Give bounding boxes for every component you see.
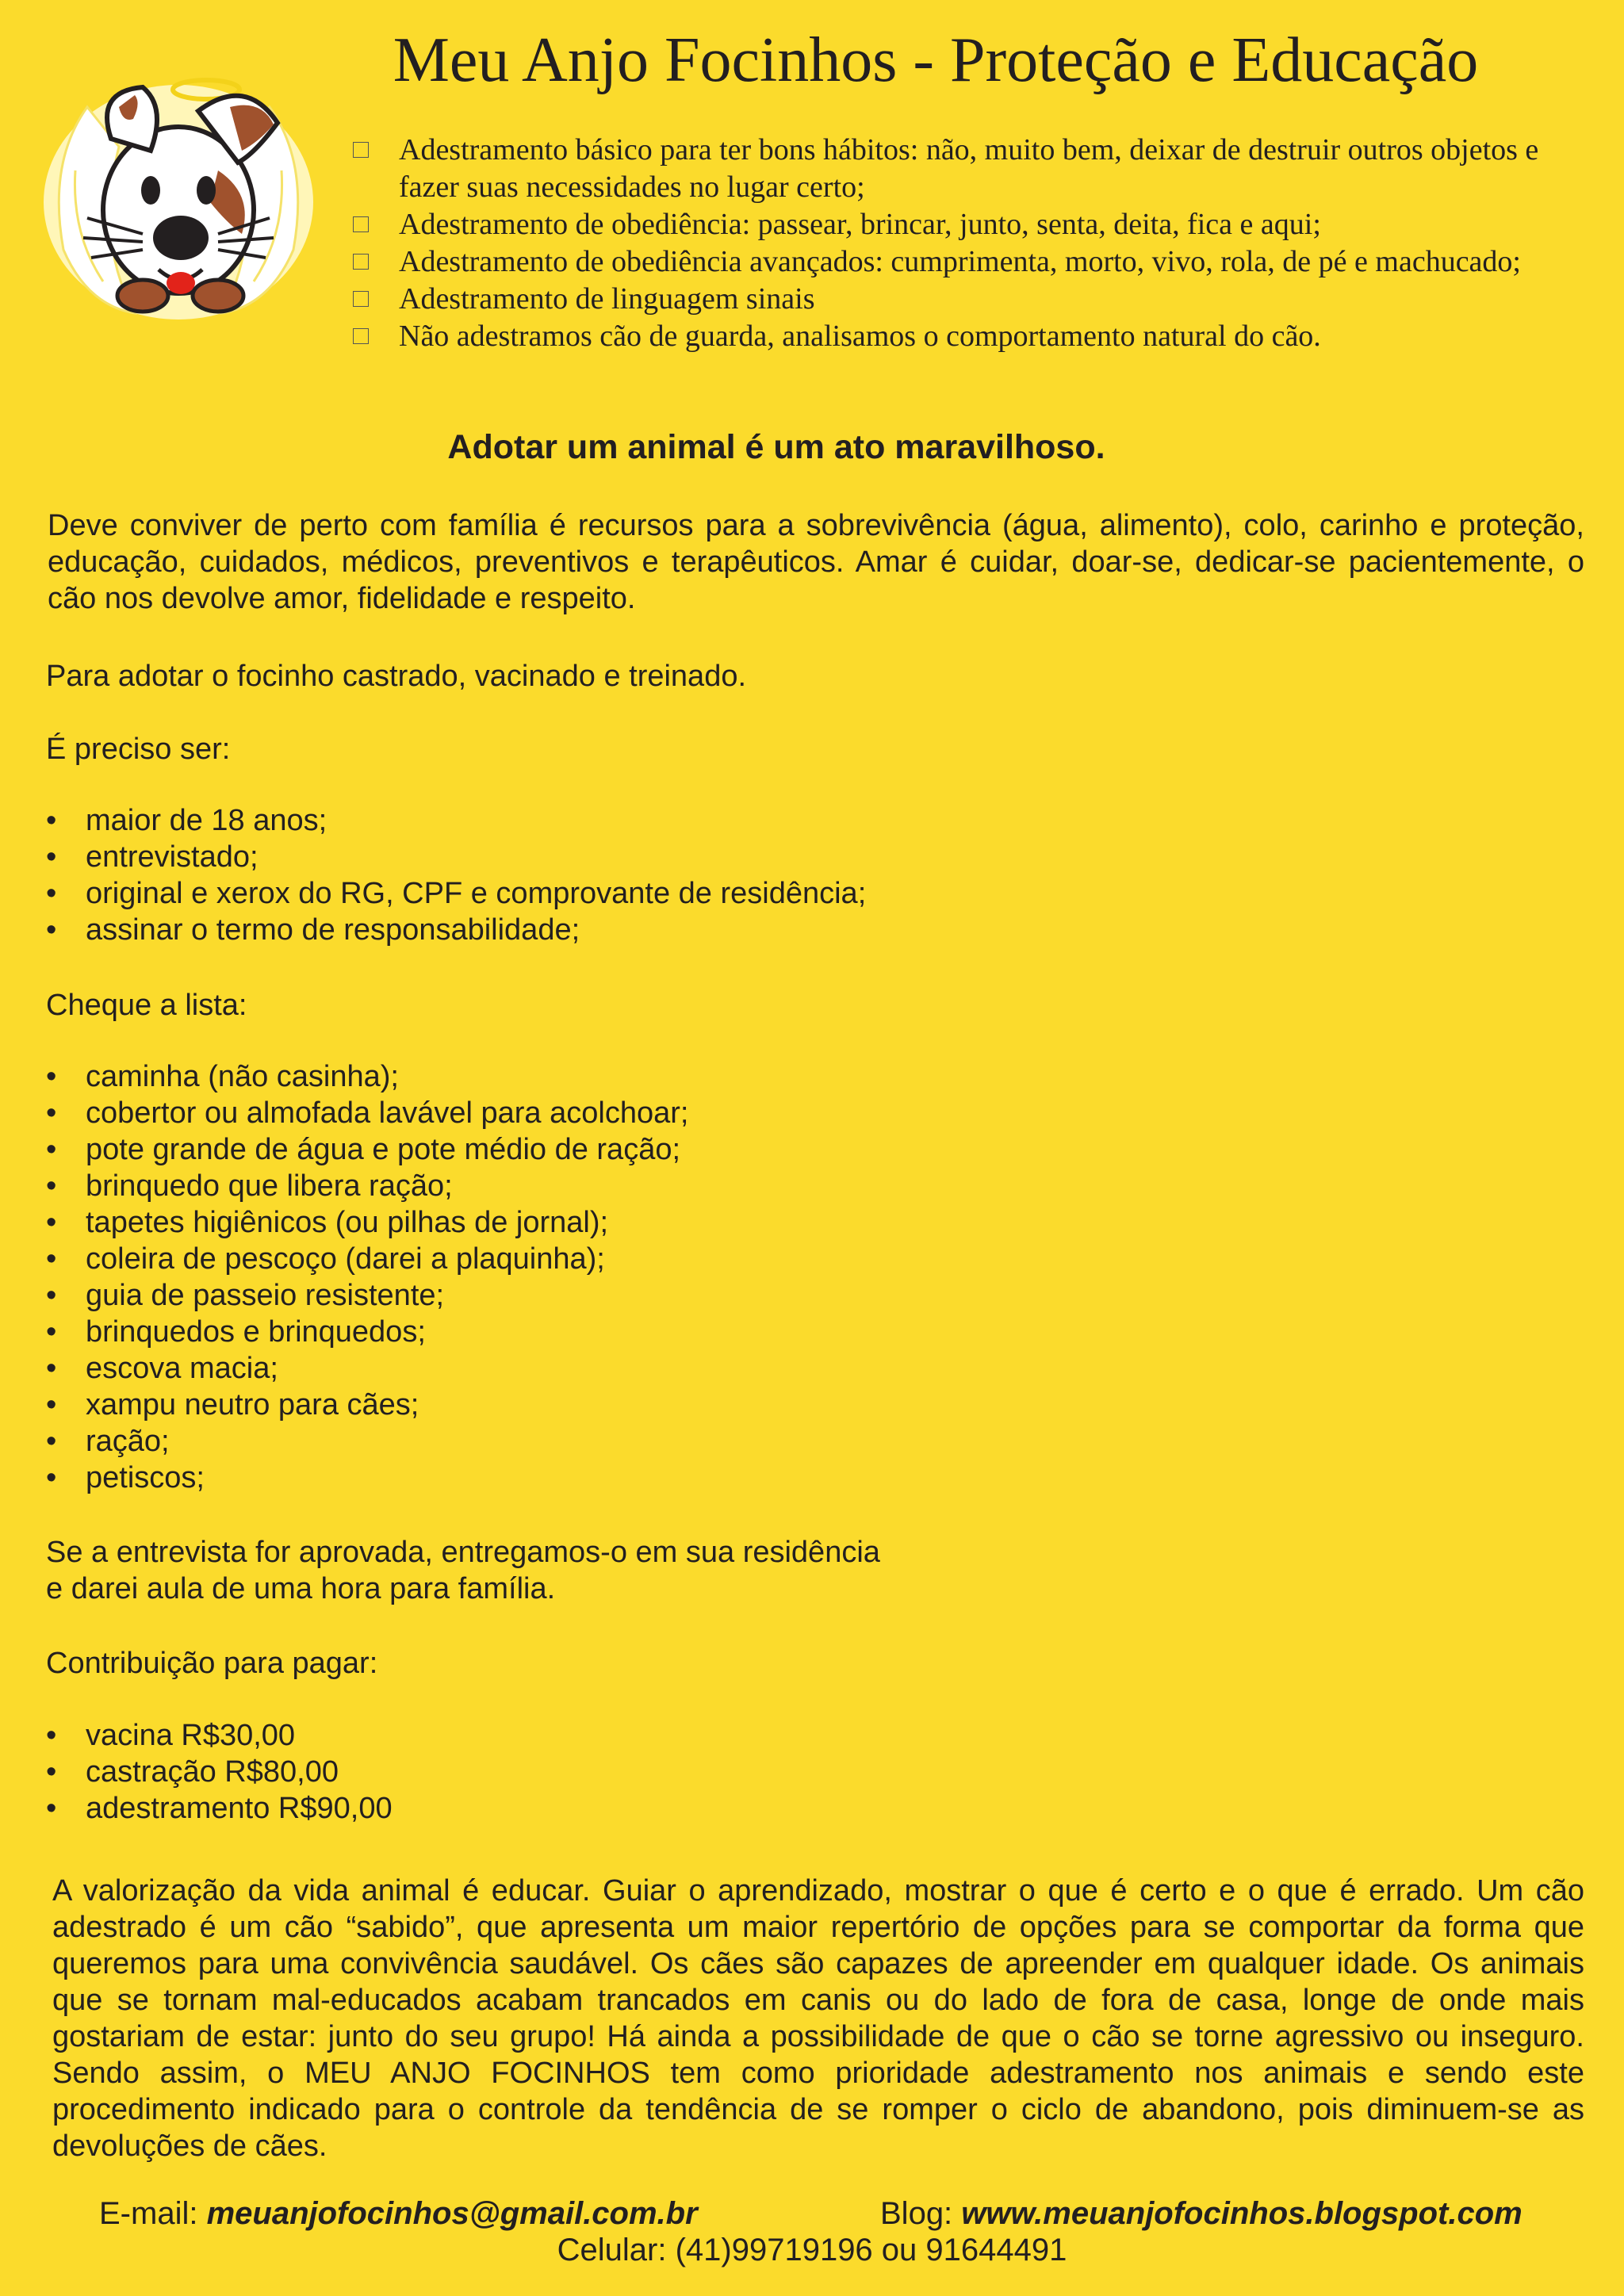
- dog-angel-logo: [40, 75, 317, 321]
- list-item: • assinar o termo de responsabilidade;: [46, 912, 866, 948]
- closing-paragraph: A valorização da vida animal é educar. Guiar o aprendizado, mostrar o que é certo e o que é errado. Um cão adestrado é um cão “sabido”, que apresenta um maior repertório de opções para se comportar da forma que queremos para uma convivência saudável. Os cães são capazes de apreender em qualquer idade. Os animais que se tornam mal-educados acabam trancados em canis ou do lado de fora de casa, longe de onde mais gostariam de estar: junto do seu grupo! Há ainda a possibilidade de que o cão se torne agressivo ou inseguro. Sendo assim, o MEU ANJO FOCINHOS tem como prioridade adestramento nos animais e sendo este procedimento indicado para o controle da tendência de se romper o ciclo de abandono, pois diminuem-se as devoluções de cães.: [52, 1874, 1584, 2163]
- list-item: • castração R$80,00: [46, 1754, 393, 1790]
- blog-line: [880, 2195, 1522, 2233]
- phone-label: Celular:: [557, 2233, 667, 2267]
- blog-label: Blog:: [880, 2196, 953, 2231]
- list-item: • petiscos;: [46, 1460, 688, 1496]
- requirements-heading: É preciso ser:: [46, 733, 231, 766]
- checklist-list: [46, 1058, 688, 1496]
- list-item: • entrevistado;: [46, 839, 866, 875]
- checklist-heading: Cheque a lista:: [46, 989, 247, 1022]
- list-item: • escova macia;: [46, 1350, 688, 1387]
- delivery-line-2: e darei aula de uma hora para família.: [46, 1572, 556, 1605]
- checkbox-icon: [353, 142, 369, 158]
- list-item: Adestramento de obediência avançados: cumprimenta, morto, vivo, rola, de pé e machucado;: [353, 243, 1590, 281]
- list-item: Não adestramos cão de guarda, analisamos o comportamento natural do cão.: [353, 318, 1590, 355]
- email-line: [99, 2195, 698, 2233]
- list-item: • brinquedos e brinquedos;: [46, 1314, 688, 1350]
- list-item: • vacina R$30,00: [46, 1717, 393, 1754]
- requirements-list: [46, 802, 866, 948]
- list-item: • pote grande de água e pote médio de ração;: [46, 1131, 688, 1168]
- list-item: • coleira de pescoço (darei a plaquinha);: [46, 1241, 688, 1277]
- list-item: • caminha (não casinha);: [46, 1058, 688, 1095]
- delivery-line-1: Se a entrevista for aprovada, entregamos-o em sua residência: [46, 1536, 880, 1569]
- list-item: • adestramento R$90,00: [46, 1790, 393, 1827]
- checkbox-icon: [353, 291, 369, 307]
- checkbox-icon: [353, 216, 369, 232]
- email-link[interactable]: meuanjofocinhos@gmail.com.br: [206, 2196, 698, 2231]
- contribution-heading: Contribuição para pagar:: [46, 1647, 378, 1680]
- list-item: • maior de 18 anos;: [46, 802, 866, 839]
- section-heading: Adotar um animal é um ato maravilhoso.: [447, 428, 1105, 466]
- list-item: • original e xerox do RG, CPF e comprovante de residência;: [46, 875, 866, 912]
- list-item: • ração;: [46, 1423, 688, 1460]
- list-item: Adestramento de linguagem sinais: [353, 281, 1590, 318]
- services-list: [353, 132, 1590, 355]
- phone-line: [0, 2231, 1624, 2269]
- page-title: Meu Anjo Focinhos - Proteção e Educação: [393, 25, 1479, 95]
- contribution-list: [46, 1717, 393, 1827]
- list-item: Adestramento básico para ter bons hábitos: não, muito bem, deixar de destruir outros objetos e fazer suas necessidades no lugar certo;: [353, 132, 1590, 206]
- phone-number: (41)99719196 ou 91644491: [675, 2233, 1067, 2267]
- list-item: • xampu neutro para cães;: [46, 1387, 688, 1423]
- list-item: Adestramento de obediência: passear, brincar, junto, senta, deita, fica e aqui;: [353, 206, 1590, 243]
- adopt-line: Para adotar o focinho castrado, vacinado e treinado.: [46, 660, 747, 693]
- email-label: E-mail:: [99, 2196, 198, 2231]
- intro-paragraph: Deve conviver de perto com família é recursos para a sobrevivência (água, alimento), colo, carinho e proteção, educação, cuidados, médicos, preventivos e terapêuticos. Amar é cuidar, doar-se, dedicar-se pacientemente, o cão nos devolve amor, fidelidade e respeito.: [48, 509, 1584, 615]
- list-item: • guia de passeio resistente;: [46, 1277, 688, 1314]
- list-item: • tapetes higiênicos (ou pilhas de jornal);: [46, 1204, 688, 1241]
- list-item: • cobertor ou almofada lavável para acolchoar;: [46, 1095, 688, 1131]
- list-item: • brinquedo que libera ração;: [46, 1168, 688, 1204]
- blog-link[interactable]: www.meuanjofocinhos.blogspot.com: [961, 2196, 1522, 2231]
- checkbox-icon: [353, 254, 369, 270]
- checkbox-icon: [353, 328, 369, 344]
